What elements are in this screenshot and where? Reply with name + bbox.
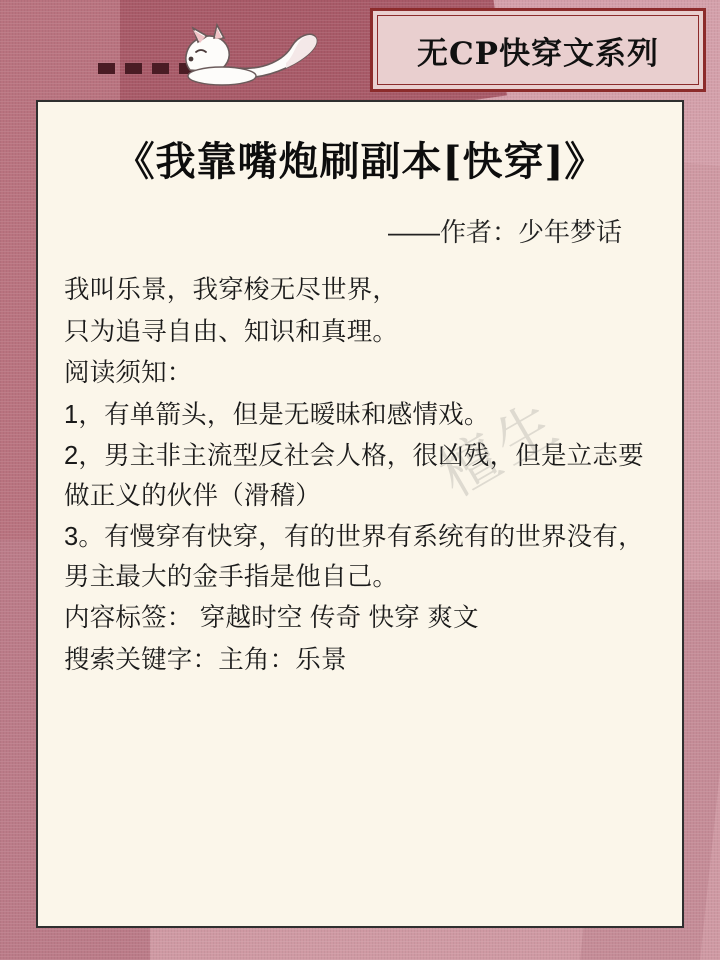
description-line: 2，男主非主流型反社会人格，很凶残，但是立志要做正义的伙伴（滑稽） bbox=[64, 442, 644, 510]
watermark-text: 檀生 bbox=[428, 386, 573, 510]
series-banner-label: 无CP快穿文系列 bbox=[417, 35, 659, 72]
novel-description bbox=[64, 271, 656, 680]
description-line: 3。有慢穿有快穿，有的世界有系统有的世界没有，男主最大的金手指是他自己。 bbox=[64, 523, 644, 591]
novel-title: 《我靠嘴炮刷副本[快穿]》 bbox=[114, 138, 606, 185]
description-line: 阅读须知： bbox=[64, 359, 193, 388]
content-tags: 内容标签： 穿越时空 传奇 快穿 爽文 bbox=[64, 604, 479, 633]
sleeping-fox-icon bbox=[160, 16, 340, 112]
description-line: 我叫乐景，我穿梭无尽世界， bbox=[64, 276, 399, 304]
series-banner bbox=[370, 8, 706, 92]
description-line: 只为追寻自由、知识和真理。 bbox=[64, 317, 399, 346]
novel-author: ——作者：少年梦话 bbox=[387, 217, 622, 247]
description-line: 1，有单箭头，但是无暧昧和感情戏。 bbox=[64, 400, 490, 429]
search-keywords: 搜索关键字：主角：乐景 bbox=[64, 645, 347, 674]
series-banner-frame bbox=[377, 15, 699, 85]
novel-info-card bbox=[36, 100, 684, 928]
